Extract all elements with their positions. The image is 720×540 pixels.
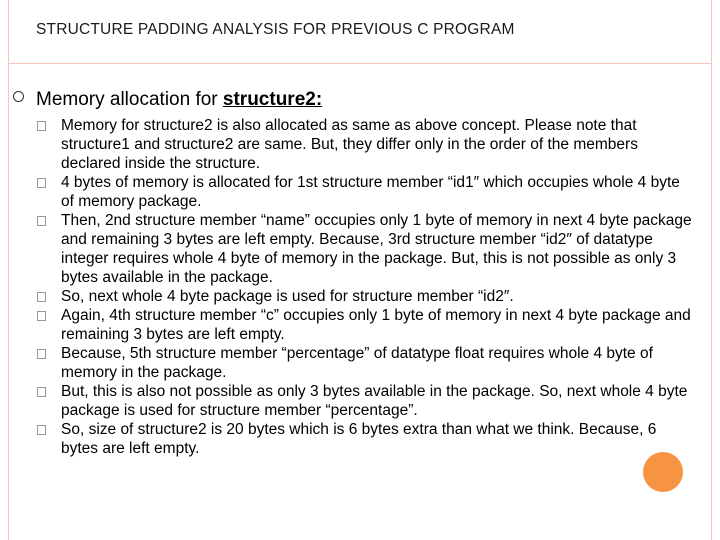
slide-title: STRUCTURE PADDING ANALYSIS FOR PREVIOUS C PROGRAM (36, 21, 515, 38)
bullet-item (36, 173, 696, 211)
bullet-list (36, 116, 696, 458)
slide-frame-top-line (8, 63, 712, 64)
box-bullet-icon (37, 292, 46, 302)
box-bullet-icon (37, 178, 46, 188)
bullet-item (36, 306, 696, 344)
heading-prefix: Memory allocation for (36, 89, 218, 110)
bullet-text: Because, 5th structure member “percentage” of datatype float requires whole 4 byte of memory in the package. (61, 345, 653, 381)
heading-emphasis: structure2: (222, 89, 323, 110)
slide-frame-left-line (8, 0, 9, 540)
bullet-text: But, this is also not possible as only 3 bytes available in the package. So, next whole 4 byte package is used for structure member “percentage”. (61, 383, 688, 419)
bullet-text: Then, 2nd structure member “name” occupies only 1 byte of memory in next 4 byte package and remaining 3 bytes are left empty. Because, 3rd structure member “id2″ of datatype integer requires whole 4 byte of memory in the package. But, this is not possible as only 3 bytes available in the package. (61, 212, 692, 286)
bullet-text: 4 bytes of memory is allocated for 1st structure member “id1″ which occupies whole 4 byte of memory package. (61, 174, 680, 210)
section-heading (10, 89, 700, 111)
bullet-item (36, 382, 696, 420)
bullet-item (36, 211, 696, 287)
bullet-item (36, 287, 696, 306)
bullet-item (36, 344, 696, 382)
box-bullet-icon (37, 425, 46, 435)
bullet-text: Again, 4th structure member “c” occupies only 1 byte of memory in next 4 byte package and remaining 3 bytes are left empty. (61, 307, 691, 343)
ring-bullet-icon (13, 91, 24, 102)
box-bullet-icon (37, 121, 46, 131)
bullet-item (36, 420, 696, 458)
bullet-text: So, size of structure2 is 20 bytes which is 6 bytes extra than what we think. Because, 6 bytes are left empty. (61, 421, 657, 457)
box-bullet-icon (37, 216, 46, 226)
bullet-text: Memory for structure2 is also allocated as same as above concept. Please note that structure1 and structure2 are same. But, they differ only in the order of the members declared inside the structure. (61, 117, 638, 172)
box-bullet-icon (37, 311, 46, 321)
bullet-item (36, 116, 696, 173)
box-bullet-icon (37, 387, 46, 397)
box-bullet-icon (37, 349, 46, 359)
bullet-text: So, next whole 4 byte package is used for structure member “id2″. (61, 288, 514, 305)
slide-frame-right-line (711, 0, 712, 540)
decorative-orange-circle (643, 452, 683, 492)
